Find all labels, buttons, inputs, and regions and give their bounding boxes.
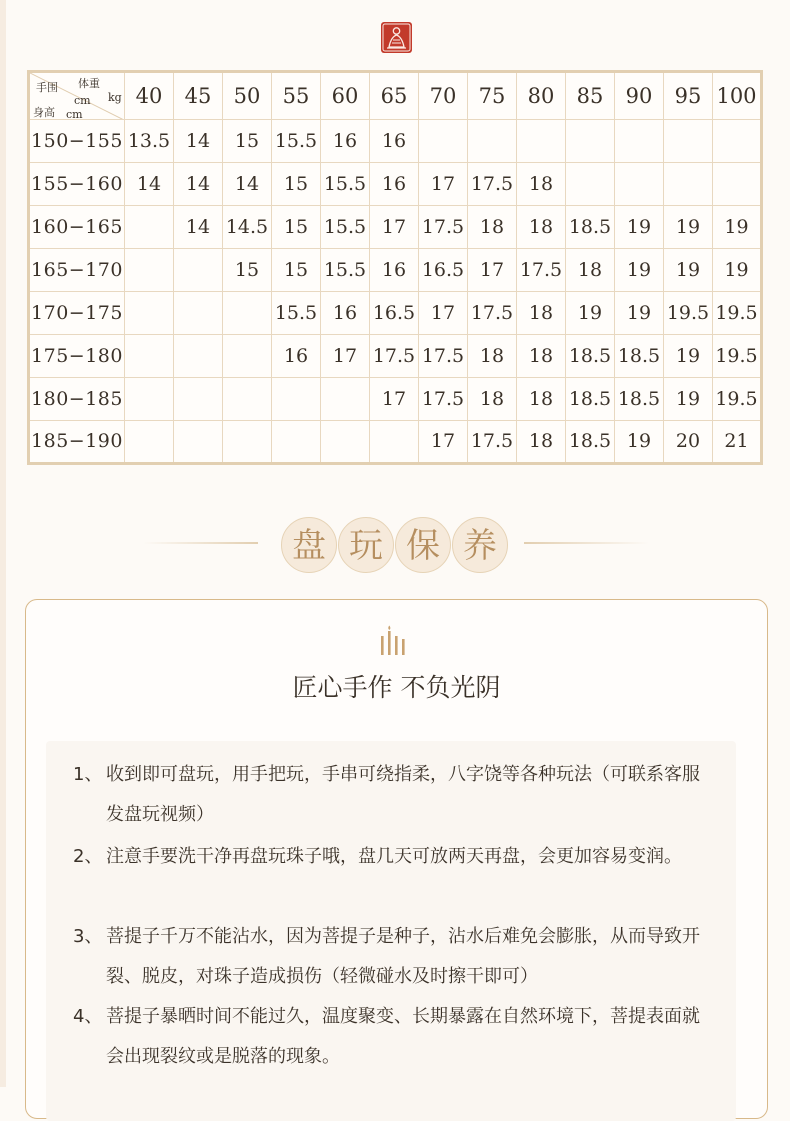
size-cell [321,378,370,421]
size-cell: 14 [125,163,174,206]
size-cell: 18.5 [566,421,615,464]
size-cell: 14 [174,120,223,163]
size-cell: 18 [517,378,566,421]
height-unit: cm [66,108,83,120]
title-char: 保 [395,517,451,573]
size-cell: 19 [664,206,713,249]
size-cell: 15 [223,120,272,163]
size-cell [321,421,370,464]
item-number: 3、 [73,926,103,947]
item-text: 菩提子千万不能沾水，因为菩提子是种子，沾水后难免会膨胀，从而导致开裂、脱皮，对珠子造成损伤（轻微碰水及时擦干即可） [106,926,700,987]
weight-header-cell: 70 [419,72,468,120]
size-cell: 19.5 [713,335,762,378]
size-cell [125,335,174,378]
size-cell [713,120,762,163]
size-cell: 19 [615,206,664,249]
size-cell: 16 [272,335,321,378]
size-cell: 21 [713,421,762,464]
item-text: 收到即可盘玩，用手把玩，手串可绕指柔，八字饶等各种玩法（可联系客服发盘玩视频） [106,764,700,825]
size-cell [125,206,174,249]
size-cell: 17.5 [468,292,517,335]
size-cell: 19.5 [664,292,713,335]
weight-header-cell: 50 [223,72,272,120]
size-cell: 18.5 [566,378,615,421]
weight-header-cell: 80 [517,72,566,120]
size-cell: 19 [664,335,713,378]
size-cell: 15 [272,206,321,249]
size-cell: 17 [419,292,468,335]
size-cell: 19 [664,378,713,421]
weight-header-cell: 65 [370,72,419,120]
weight-header-cell: 85 [566,72,615,120]
size-cell [713,163,762,206]
title-char: 养 [452,517,508,573]
size-cell: 15 [223,249,272,292]
table-row [29,335,762,378]
table-row [29,163,762,206]
size-cell: 18 [566,249,615,292]
size-cell: 17.5 [370,335,419,378]
size-cell: 17 [419,163,468,206]
height-row-label: 180−185 [29,378,125,421]
size-cell: 17 [419,421,468,464]
size-cell: 16 [321,292,370,335]
item-number: 4、 [73,1006,103,1027]
care-instructions-list [46,741,736,1121]
height-label: 身高 [33,106,55,119]
size-cell: 16.5 [419,249,468,292]
table-row [29,378,762,421]
seal-logo [380,21,413,54]
section-title-care [0,508,790,578]
size-cell: 19 [713,249,762,292]
size-cell: 15 [272,249,321,292]
size-cell: 19 [713,206,762,249]
size-cell: 19 [615,249,664,292]
size-cell: 17 [370,378,419,421]
size-cell [125,421,174,464]
size-cell: 17.5 [419,335,468,378]
height-row-label: 170−175 [29,292,125,335]
size-cell: 18.5 [566,206,615,249]
size-cell: 20 [664,421,713,464]
weight-header-cell: 90 [615,72,664,120]
wrist-label: 手围 [36,81,58,94]
size-cell: 15.5 [321,206,370,249]
size-cell [566,163,615,206]
size-cell [174,378,223,421]
size-cell: 17 [370,206,419,249]
weight-label: 体重 [78,77,100,90]
size-cell: 16 [370,120,419,163]
size-cell: 18 [517,206,566,249]
title-char: 盘 [281,517,337,573]
size-cell: 18.5 [615,335,664,378]
size-cell: 18.5 [566,335,615,378]
height-row-label: 150−155 [29,120,125,163]
size-cell: 17 [468,249,517,292]
size-cell: 16.5 [370,292,419,335]
weight-header-cell: 60 [321,72,370,120]
size-cell [174,335,223,378]
size-cell: 14.5 [223,206,272,249]
item-text: 菩提子暴晒时间不能过久，温度聚变、长期暴露在自然环境下，菩提表面就会出现裂纹或是脱落的现象。 [106,1006,700,1067]
size-cell [370,421,419,464]
size-cell: 14 [174,163,223,206]
size-cell [664,163,713,206]
size-cell [615,163,664,206]
size-cell: 17 [321,335,370,378]
size-cell: 19.5 [713,378,762,421]
size-cell: 18 [468,335,517,378]
size-cell: 17.5 [419,378,468,421]
size-cell: 18 [517,292,566,335]
size-cell: 15.5 [321,163,370,206]
size-cell: 16 [370,249,419,292]
size-cell: 19.5 [713,292,762,335]
candle-icon [377,625,407,657]
size-cell [174,292,223,335]
height-row-label: 155−160 [29,163,125,206]
table-row [29,120,762,163]
size-cell: 18 [517,335,566,378]
size-cell: 19 [664,249,713,292]
height-row-label: 175−180 [29,335,125,378]
size-cell [125,249,174,292]
weight-header-cell: 100 [713,72,762,120]
weight-header-cell: 45 [174,72,223,120]
size-cell [223,292,272,335]
size-cell: 16 [370,163,419,206]
size-cell: 15.5 [272,120,321,163]
size-cell [174,249,223,292]
size-cell [223,378,272,421]
size-cell: 13.5 [125,120,174,163]
table-corner-header [29,72,125,120]
size-cell: 16 [321,120,370,163]
size-cell [566,120,615,163]
height-row-label: 165−170 [29,249,125,292]
size-cell [174,421,223,464]
size-cell [468,120,517,163]
size-cell: 17.5 [468,421,517,464]
size-cell: 17.5 [419,206,468,249]
size-cell: 19 [566,292,615,335]
size-cell: 19 [615,421,664,464]
table-row [29,292,762,335]
wrist-unit: cm [74,94,91,107]
size-cell: 17.5 [468,163,517,206]
size-cell: 15.5 [272,292,321,335]
size-chart-table [27,70,763,465]
table-row [29,206,762,249]
size-cell: 15 [272,163,321,206]
table-row [29,421,762,464]
weight-header-cell: 95 [664,72,713,120]
size-cell: 15.5 [321,249,370,292]
size-cell: 18 [468,378,517,421]
height-row-label: 160−165 [29,206,125,249]
size-cell: 18 [468,206,517,249]
size-cell: 14 [223,163,272,206]
weight-header-cell: 40 [125,72,174,120]
size-cell: 18.5 [615,378,664,421]
size-cell [223,421,272,464]
size-cell [615,120,664,163]
size-cell: 14 [174,206,223,249]
size-cell [517,120,566,163]
item-number: 2、 [73,846,103,867]
size-cell [272,421,321,464]
size-cell [125,292,174,335]
size-cell [272,378,321,421]
size-cell [223,335,272,378]
weight-header-cell: 75 [468,72,517,120]
size-cell: 18 [517,421,566,464]
size-cell [419,120,468,163]
title-char: 玩 [338,517,394,573]
card-title: 匠心手作 不负光阴 [292,673,501,702]
care-card [25,599,768,1119]
divider-line-right [524,542,649,544]
size-cell: 19 [615,292,664,335]
table-row [29,249,762,292]
weight-header-cell: 55 [272,72,321,120]
size-cell [125,378,174,421]
weight-unit: kg [108,91,122,104]
size-cell: 18 [517,163,566,206]
height-row-label: 185−190 [29,421,125,464]
size-cell [664,120,713,163]
item-text: 注意手要洗干净再盘玩珠子哦，盘几天可放两天再盘，会更加容易变润。 [106,846,682,867]
divider-line-left [143,542,258,544]
size-cell: 17.5 [517,249,566,292]
item-number: 1、 [73,764,103,785]
